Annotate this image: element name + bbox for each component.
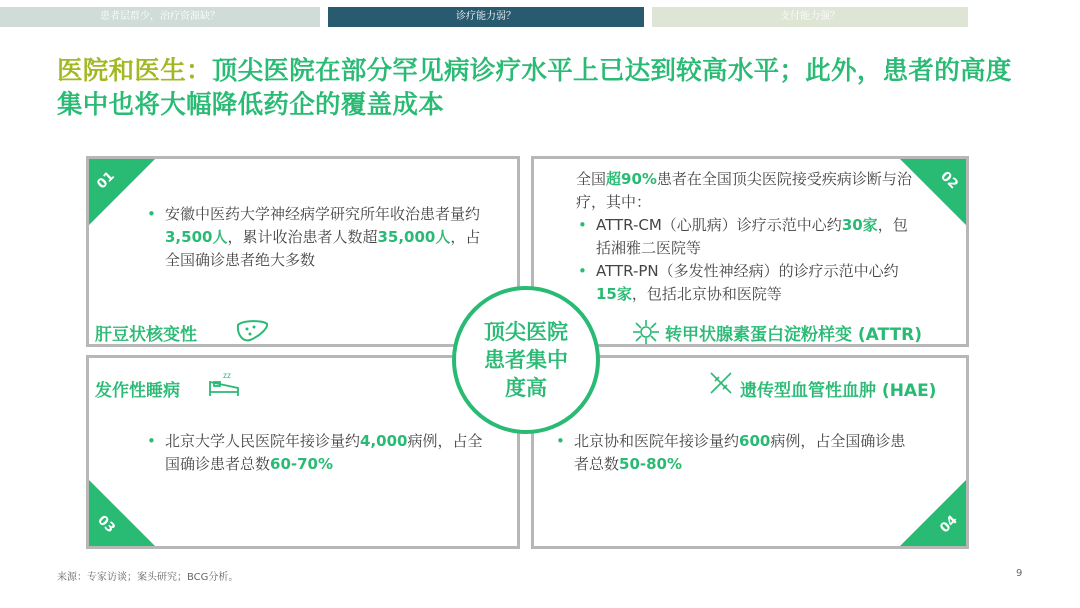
disease-label: 遗传型血管性血肿 (HAE) [740, 381, 937, 401]
source-footnote: 来源：专家访谈；案头研究；BCG分析。 [57, 572, 239, 583]
sleep-bed-icon [207, 368, 241, 402]
disease-label: 肝豆状核变性 [95, 325, 197, 345]
card-number: 02 [937, 168, 961, 193]
title-lead: 医院和医生： [57, 56, 212, 86]
dna-icon [708, 370, 734, 400]
disease-label: 发作性睡病 [95, 381, 180, 401]
card-number: 01 [94, 168, 118, 193]
tab-patients: 患者层群少，治疗资源缺？ [0, 7, 320, 27]
section-tabs [0, 7, 1080, 27]
molecule-icon [630, 318, 662, 347]
center-text: 顶尖医院患者集中度高 [484, 320, 568, 400]
card-number: 03 [94, 512, 118, 537]
title-rest: 顶尖医院在部分罕见病诊疗水平上已达到较高水平；此外，患者的高度集中也将大幅降低药企的覆盖成本 [57, 56, 1012, 120]
card-body: • 安徽中医药大学神经病学研究所年收治患者量约3,500人，累计收治患者人数超35,000人，占全国确诊患者绝大多数 [145, 203, 485, 272]
card-04 [531, 355, 969, 549]
card-02 [531, 156, 969, 347]
tab-diagnosis: 诊疗能力弱？ [328, 7, 644, 27]
card-body: • 北京协和医院年接诊量约600病例，占全国确诊患者总数50-80% [554, 430, 914, 476]
center-circle [452, 286, 600, 434]
card-01 [86, 156, 520, 347]
card-body: 全国超90%患者在全国顶尖医院接受疾病诊断与治疗，其中： • ATTR-CM（心肌病）诊疗示范中心约30家，包括湘雅二医院等 • ATTR-PN（多发性神经病）的诊疗示范中心约15家，包括北京协和医院等 [576, 168, 916, 306]
card-03 [86, 355, 520, 549]
corner-triangle [900, 480, 966, 546]
svg-text:zz: zz [223, 371, 231, 380]
corner-triangle [89, 480, 155, 546]
card-body: • 北京大学人民医院年接诊量约4,000病例，占全国确诊患者总数60-70% [145, 430, 495, 476]
tab-payment: 支付能力强？ [652, 7, 968, 27]
page-number: 9 [1016, 568, 1023, 579]
disease-label: 转甲状腺素蛋白淀粉样变 (ATTR) [665, 325, 922, 345]
slide-title [57, 54, 1017, 122]
card-number: 04 [937, 512, 961, 537]
liver-icon [235, 319, 269, 347]
